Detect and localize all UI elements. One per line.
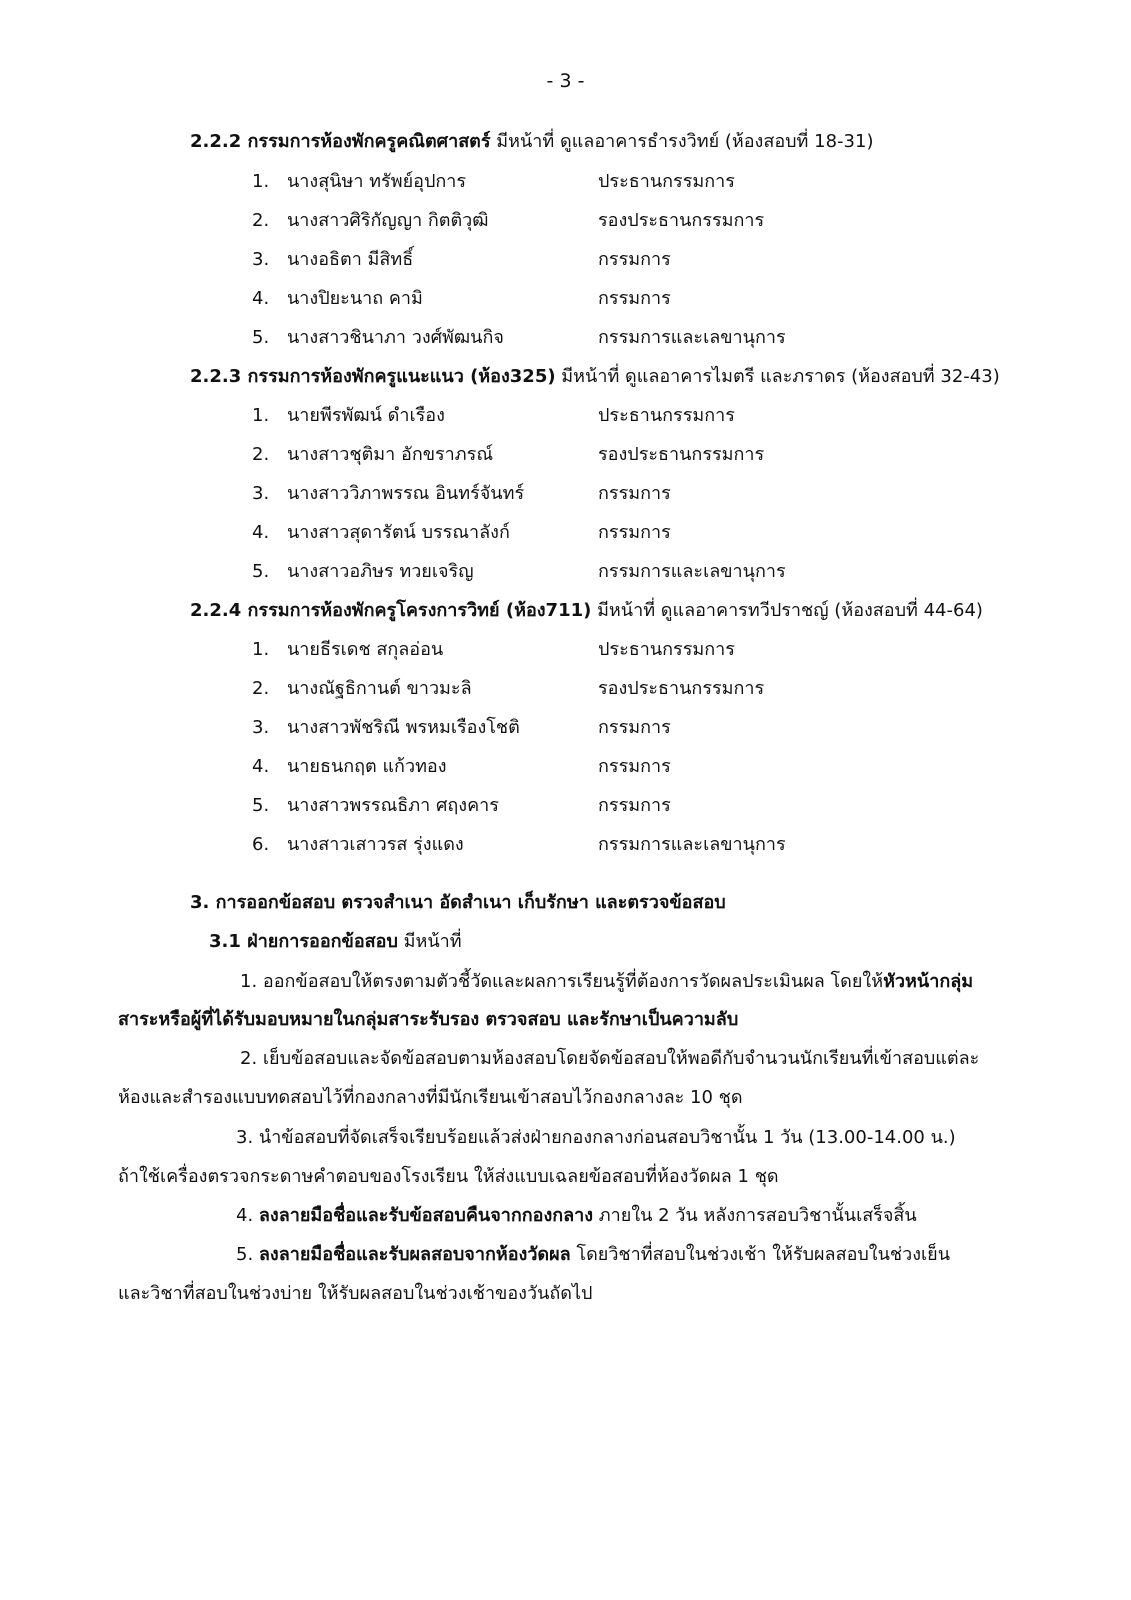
p1-text: 1. ออกข้อสอบให้ตรงตามตัวชี้วัดและผลการเรียนรู้ที่ต้องการวัดผลประเมินผล โดยให้ — [240, 971, 884, 992]
member-row — [0, 170, 1131, 194]
member-number: 3. — [252, 483, 270, 504]
member-role: ประธานกรรมการ — [598, 405, 735, 426]
member-number: 4. — [252, 522, 270, 543]
member-number: 5. — [252, 561, 270, 582]
member-role: กรรมการ — [598, 288, 671, 309]
member-number: 4. — [252, 288, 270, 309]
heading-bold: 2.2.4 กรรมการห้องพักครูโครงการวิทย์ (ห้อง711) — [190, 600, 592, 621]
member-name: นางสุนิษา ทรัพย์อุปการ — [287, 171, 467, 192]
paragraph-1-line-1 — [240, 966, 973, 995]
member-row — [0, 443, 1131, 467]
paragraph-2-line-1: 2. เย็บข้อสอบและจัดข้อสอบตามห้องสอบโดยจัดข้อสอบให้พอดีกับจำนวนนักเรียนที่เข้าสอบแต่ละ — [240, 1048, 980, 1069]
member-name: นางสาวพรรณธิภา ศฤงคาร — [287, 795, 499, 816]
p1-bold-line2: สาระหรือผู้ที่ได้รับมอบหมายในกลุ่มสาระรับรอง ตรวจสอบ และรักษาเป็นความลับ — [118, 1009, 739, 1030]
committee-heading-2-2-4 — [190, 599, 983, 623]
member-number: 5. — [252, 327, 270, 348]
p4-prefix: 4. — [236, 1205, 259, 1226]
member-name: นางณัฐธิกานต์ ขาวมะลิ — [287, 678, 472, 699]
member-role: กรรมการ — [598, 249, 671, 270]
member-name: นางสาววิภาพรรณ อินทร์จันทร์ — [287, 483, 525, 504]
p4-bold: ลงลายมือชื่อและรับข้อสอบคืนจากกองกลาง — [258, 1205, 594, 1226]
p1-bold: หัวหน้ากลุ่ม — [883, 971, 974, 992]
member-row — [0, 794, 1131, 818]
member-number: 5. — [252, 795, 270, 816]
member-role: กรรมการ — [598, 795, 671, 816]
member-role: กรรมการ — [598, 522, 671, 543]
member-name: นางสาวพัชริณี พรหมเรืองโชติ — [287, 717, 520, 738]
member-name: นางสาวสุดารัตน์ บรรณาลังก์ — [287, 522, 510, 543]
member-role: ประธานกรรมการ — [598, 171, 735, 192]
member-number: 3. — [252, 717, 270, 738]
paragraph-2-line-2: ห้องและสำรองแบบทดสอบไว้ที่กองกลางที่มีนักเรียนเข้าสอบไว้กองกลางละ 10 ชุด — [118, 1087, 743, 1108]
member-name: นางสาวอภิษร ทวยเจริญ — [287, 561, 474, 582]
member-row — [0, 560, 1131, 584]
section-3-1-heading — [209, 926, 462, 955]
member-row — [0, 716, 1131, 740]
committee-heading-2-2-2 — [190, 130, 873, 154]
member-row — [0, 287, 1131, 311]
member-role: รองประธานกรรมการ — [598, 678, 765, 699]
member-row — [0, 677, 1131, 701]
member-name: นางอธิตา มีสิทธิ์ — [287, 249, 414, 270]
member-name: นางสาวชุติมา อักขราภรณ์ — [287, 444, 494, 465]
member-name: นางปิยะนาถ คามิ — [287, 288, 423, 309]
member-name: นายธีรเดช สกุลอ่อน — [287, 639, 444, 660]
member-name: นางสาวศิริกัญญา กิตติวุฒิ — [287, 210, 489, 231]
member-number: 6. — [252, 834, 270, 855]
paragraph-5-line-2: และวิชาที่สอบในช่วงบ่าย ให้รับผลสอบในช่วงเช้าของวันถัดไป — [118, 1283, 593, 1304]
page-number: - 3 - — [546, 70, 585, 92]
member-number: 1. — [252, 405, 270, 426]
member-role: กรรมการ — [598, 756, 671, 777]
member-row — [0, 482, 1131, 506]
paragraph-1-line-2 — [118, 1004, 738, 1033]
member-name: นางสาวเสาวรส รุ่งแดง — [287, 834, 464, 855]
member-name: นายพีรพัฒน์ ดำเรือง — [287, 405, 445, 426]
member-number: 2. — [252, 678, 270, 699]
member-row — [0, 248, 1131, 272]
member-row — [0, 404, 1131, 428]
heading-bold: 2.2.2 กรรมการห้องพักครูคณิตศาสตร์ — [190, 131, 491, 152]
member-row — [0, 638, 1131, 662]
member-name: นางสาวชินาภา วงศ์พัฒนกิจ — [287, 327, 504, 348]
paragraph-3-line-2: ถ้าใช้เครื่องตรวจกระดาษคำตอบของโรงเรียน ให้ส่งแบบเฉลยข้อสอบที่ห้องวัดผล 1 ชุด — [118, 1166, 779, 1187]
member-row — [0, 833, 1131, 857]
section-3-title: 3. การออกข้อสอบ ตรวจสำเนา อัดสำเนา เก็บรักษา และตรวจข้อสอบ — [190, 892, 726, 913]
p5-bold: ลงลายมือชื่อและรับผลสอบจากห้องวัดผล — [258, 1244, 571, 1265]
member-row — [0, 209, 1131, 233]
member-row — [0, 326, 1131, 350]
p5-rest: โดยวิชาที่สอบในช่วงเช้า ให้รับผลสอบในช่วงเย็น — [570, 1244, 951, 1265]
p4-rest: ภายใน 2 วัน หลังการสอบวิชานั้นเสร็จสิ้น — [593, 1205, 917, 1226]
heading-rest: มีหน้าที่ ดูแลอาคารไมตรี และภราดร (ห้องสอบที่ 32-43) — [555, 366, 1000, 387]
member-number: 1. — [252, 171, 270, 192]
p5-prefix: 5. — [236, 1244, 259, 1265]
member-name: นายธนกฤต แก้วทอง — [287, 756, 447, 777]
heading-rest: มีหน้าที่ ดูแลอาคารธำรงวิทย์ (ห้องสอบที่ 18-31) — [490, 131, 874, 152]
member-role: รองประธานกรรมการ — [598, 444, 765, 465]
paragraph-3-line-1: 3. นำข้อสอบที่จัดเสร็จเรียบร้อยแล้วส่งฝ่ายกองกลางก่อนสอบวิชานั้น 1 วัน (13.00-14.00 น.) — [236, 1127, 956, 1148]
committee-heading-2-2-3 — [190, 365, 1000, 389]
member-number: 2. — [252, 210, 270, 231]
member-role: กรรมการและเลขานุการ — [598, 327, 786, 348]
member-role: ประธานกรรมการ — [598, 639, 735, 660]
heading-rest: มีหน้าที่ ดูแลอาคารทวีปราชญ์ (ห้องสอบที่ 44-64) — [591, 600, 983, 621]
member-role: กรรมการ — [598, 717, 671, 738]
paragraph-5-line-1 — [236, 1239, 950, 1268]
member-number: 2. — [252, 444, 270, 465]
member-role: กรรมการ — [598, 483, 671, 504]
member-number: 4. — [252, 756, 270, 777]
member-number: 1. — [252, 639, 270, 660]
member-row — [0, 521, 1131, 545]
member-role: กรรมการและเลขานุการ — [598, 834, 786, 855]
subsection-bold: 3.1 ฝ่ายการออกข้อสอบ — [209, 931, 398, 952]
subsection-rest: มีหน้าที่ — [397, 931, 462, 952]
member-role: กรรมการและเลขานุการ — [598, 561, 786, 582]
paragraph-4 — [236, 1200, 917, 1229]
heading-bold: 2.2.3 กรรมการห้องพักครูแนะแนว (ห้อง325) — [190, 366, 556, 387]
member-row — [0, 755, 1131, 779]
member-number: 3. — [252, 249, 270, 270]
member-role: รองประธานกรรมการ — [598, 210, 765, 231]
